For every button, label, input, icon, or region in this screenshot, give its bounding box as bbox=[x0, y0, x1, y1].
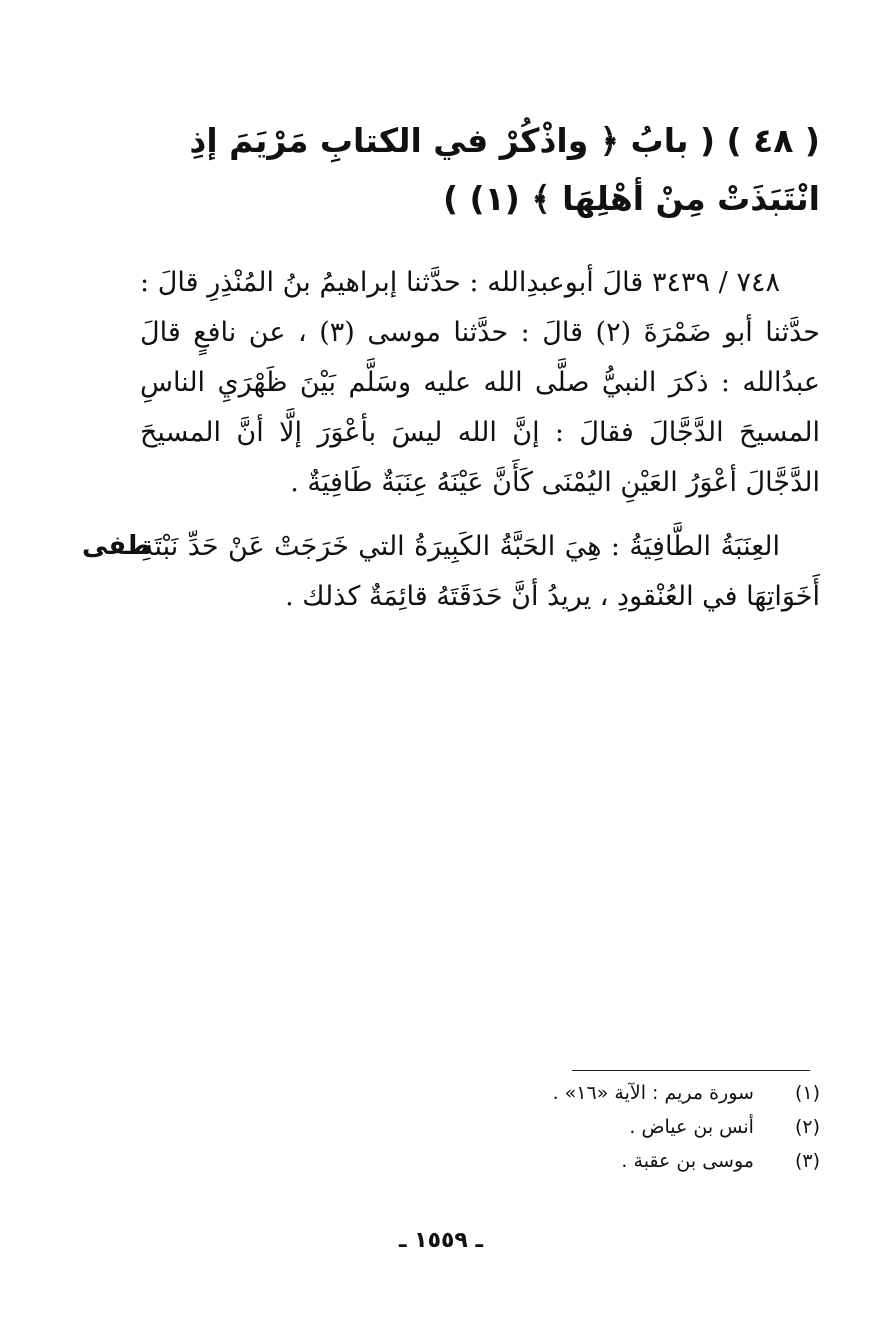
gloss-paragraph bbox=[140, 522, 820, 622]
footnote-text: أنس بن عياض . bbox=[629, 1116, 754, 1138]
footnote-item bbox=[400, 1144, 820, 1178]
chapter-heading: ( ٤٨ ) ( بابُ ﴿ واذْكُرْ في الكتابِ مَرْيَمَ إذِ انْتَبَذَتْ مِنْ أهْلِهَا ﴾ (١) ) bbox=[189, 121, 820, 218]
footnotes bbox=[400, 1076, 820, 1178]
gloss-text: العِنَبَةُ الطَّافِيَةُ : هِيَ الحَبَّةُ الكَبِيرَةُ التي خَرَجَتْ عَنْ حَدِّ نَبْتَةِ أَخَوَاتِهَا في العُنْقودِ ، يريدُ أنَّ حَدَقَتَهُ قائِمَةٌ كذلك . bbox=[140, 531, 820, 612]
hadith-paragraph bbox=[140, 258, 820, 508]
footnote-text: موسى بن عقبة . bbox=[621, 1150, 754, 1172]
page-number: ـ ١٥٥٩ ـ bbox=[398, 1228, 484, 1253]
gloss-root-keyword: طفى bbox=[82, 531, 152, 561]
footnote-divider bbox=[572, 1070, 810, 1071]
footnote-number: (١) bbox=[794, 1082, 820, 1104]
footnote-number: (٣) bbox=[794, 1150, 820, 1172]
footnote-item bbox=[400, 1110, 820, 1144]
hadith-text: ٧٤٨ / ٣٤٣٩ قالَ أبوعبدِالله : حدَّثنا إبراهيمُ بنُ المُنْذِرِ قالَ : حدَّثنا أبو ضَمْرَةَ (٢) قالَ : حدَّثنا موسى (٣) ، عن نافعٍ قالَ عبدُالله : ذكرَ النبيُّ صلَّى الله عليه وسَلَّم بَيْنَ ظَهْرَيِ الناسِ المسيحَ الدَّجَّالَ فقالَ : إنَّ الله ليسَ بأعْوَرَ إلَّا أنَّ المسيحَ الدَّجَّالَ أعْوَرُ العَيْنِ اليُمْنَى كَأَنَّ عَيْنَهُ عِنَبَةٌ طَافِيَةٌ . bbox=[140, 267, 820, 498]
footnote-text: سورة مريم : الآية «١٦» . bbox=[552, 1082, 754, 1104]
footnote-number: (٢) bbox=[794, 1116, 820, 1138]
footnote-item bbox=[400, 1076, 820, 1110]
